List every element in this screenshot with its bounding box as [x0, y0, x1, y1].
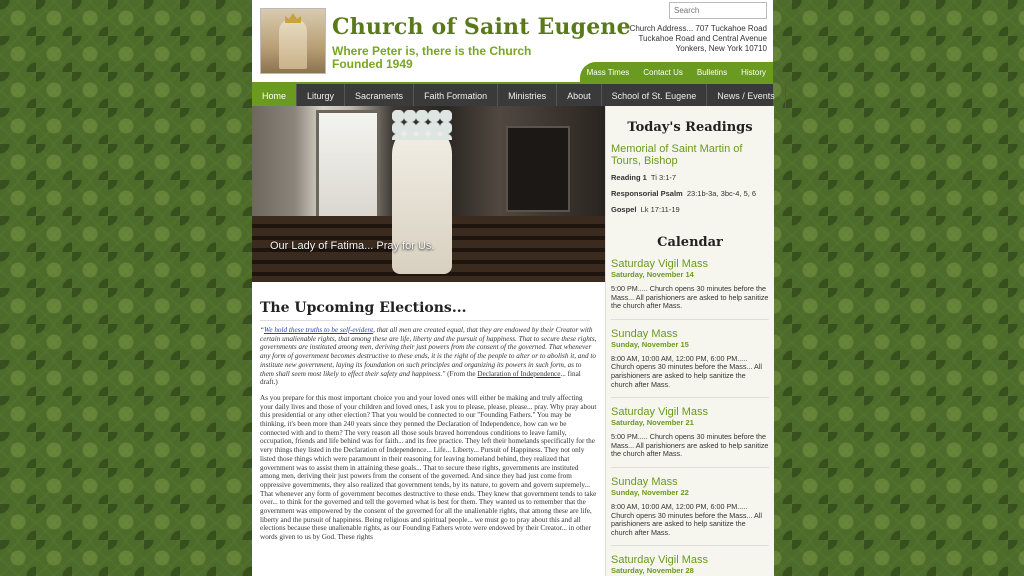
- reading-ref: 23:1b-3a, 3bc-4, 5, 6: [686, 189, 757, 198]
- reading-item[interactable]: [611, 173, 769, 182]
- post-quote: “We hold these truths to be self-evident, that all men are created equal, that they are endowed by their Creator with certain unalienable rights, that among these are life, liberty and the pursuit of happiness. That to secure these rights, governments are instituted among men, deriving their just powers from the consent of the governed. That whenever any form of government becomes destructive to these ends, it is the right of the people to alter or to abolish it, and to institute new government, laying its foundation on such principles and organizing its powers in such form, as to them shall seem most likely to effect their safety and happiness." (From the Declaration of Independence... final draft.): [260, 326, 597, 387]
- readings-title[interactable]: Memorial of Saint Martin of Tours, Bishop: [611, 143, 743, 167]
- nav-news-events[interactable]: News / Events: [707, 84, 786, 108]
- top-nav: [580, 62, 773, 82]
- nav-about[interactable]: About: [557, 84, 602, 108]
- quote-source-pre: (From the: [447, 369, 476, 378]
- reading-label: Gospel: [611, 205, 637, 214]
- address-line: Yonkers, New York 10710: [675, 44, 767, 53]
- post-paragraph: As you prepare for this most important choice you and your loved ones will either be making and truly affecting your daily lives and those of your children and loved ones, I ask you to please, please, please... pray. Why pray about this presidential or any other election? That you would be connected to our "Founding Fathers." You may be thinking, it's been more than 240 years since they penned the Declaration of Independence, how can we be connected with and to them? The very reason all those souls braved horrendous conditions to leave family, occupation, friends and life behind was for faith... and its free practice. They left their homelands specifically for the very things they listed in the Declaration of Independence... Life... Liberty... Pursuit of Happiness. They not only listed those things which were paramount in their reasoning for leaving homeland behind, they realized that government was to assist them in attaining these goals... That to secure these rights, governments are instituted among men, deriving their just powers from the consent of the governed. And since they had just come from oppressive governments, they also realized that government tends, by its nature, to govern and govern supremely... That whenever any form of government becomes destructive to these ends. They knew that government tends to take over... to think for the governed and tell the governed what is best for them. They wanted us to remember that the government was empowered by the consent of the governed for all the unalienable rights, that among these are life, liberty and the pursuit of happiness. Being religious and spiritual people... we must go to pray about this and all elections because these unalienable rights, as our Founding Fathers wrote were endowed by their Creator... in other words given to us by God. These rights: [260, 393, 597, 542]
- event-description: 8:00 AM, 10:00 AM, 12:00 PM, 6:00 PM..... Church opens 30 minutes before the Mass... All parishioners are asked to help sanitize the church after Mass.: [611, 501, 763, 537]
- calendar-event[interactable]: [611, 546, 769, 576]
- reading-ref: Lk 17:11-19: [640, 205, 680, 214]
- event-date: Saturday, November 14: [611, 270, 694, 279]
- event-title[interactable]: Saturday Vigil Mass: [611, 258, 709, 270]
- quote-link[interactable]: We hold these truths to be self-evident: [264, 326, 374, 334]
- topnav-bulletins[interactable]: Bulletins: [696, 67, 728, 77]
- topnav-contact-us[interactable]: Contact Us: [643, 67, 683, 77]
- topnav-mass-times[interactable]: Mass Times: [586, 67, 630, 77]
- address-line: Tuckahoe Road and Central Avenue: [638, 34, 767, 43]
- event-date: Sunday, November 22: [611, 487, 689, 497]
- post-body: [260, 326, 597, 549]
- event-date: Saturday, November 21: [611, 418, 694, 428]
- event-title[interactable]: Saturday Vigil Mass: [611, 406, 709, 419]
- nav-liturgy[interactable]: Liturgy: [297, 84, 345, 108]
- church-door: [506, 126, 570, 212]
- nav-ministries[interactable]: Ministries: [498, 84, 557, 108]
- church-address: [630, 24, 767, 54]
- calendar-event[interactable]: [611, 468, 769, 546]
- nav-sacraments[interactable]: Sacraments: [345, 84, 414, 108]
- calendar-event[interactable]: [611, 250, 769, 320]
- reading-ref: Ti 3:1-7: [650, 173, 677, 182]
- readings-heading: Today's Readings: [627, 120, 753, 135]
- flower-crown: [392, 110, 452, 140]
- reading-item[interactable]: [611, 205, 769, 214]
- crown-icon: [285, 13, 301, 23]
- search-input[interactable]: [669, 2, 767, 19]
- address-line: Church Address... 707 Tuckahoe Road: [629, 24, 767, 33]
- quote-text: , that all men are created equal, that they are endowed by their Creator with certain unalienable rights, that among these are life, liberty and the pursuit of happiness. That to secure these rights, governments are instituted among men, deriving their just powers from the consent of the governed. That whenever any form of government becomes destructive to these ends, it is the right of the people to alter or to abolish it, and to institute new government, laying its foundation on such principles and organizing its powers in such form, as to them shall seem most likely to effect their safety and happiness.": [260, 326, 597, 378]
- calendar-event[interactable]: [611, 398, 769, 468]
- reading-item[interactable]: [611, 189, 769, 198]
- main-content: [252, 282, 605, 576]
- post-title[interactable]: The Upcoming Elections...: [260, 300, 590, 321]
- statue-figure: [279, 19, 307, 69]
- site-title[interactable]: Church of Saint Eugene: [332, 14, 631, 40]
- sidebar: [605, 106, 774, 576]
- declaration-link[interactable]: Declaration of Independence: [477, 369, 561, 378]
- event-description: 8:00 AM, 10:00 AM, 12:00 PM, 6:00 PM..... Church opens 30 minutes before the Mass... All parishioners are asked to help sanitize the church after Mass.: [611, 353, 763, 389]
- calendar-heading: Calendar: [657, 235, 723, 250]
- calendar-event[interactable]: [611, 320, 769, 398]
- event-date: Sunday, November 15: [611, 339, 689, 349]
- hero-slideshow[interactable]: [252, 106, 605, 282]
- event-description: 5:00 PM..... Church opens 30 minutes before the Mass... All parishioners are asked to help sanitize the church after Mass.: [611, 432, 769, 459]
- reading-label: Reading 1: [611, 173, 647, 182]
- event-description: 5:00 PM..... Church opens 30 minutes before the Mass... All parishioners are asked to help sanitize the church after Mass.: [611, 284, 769, 311]
- nav-school[interactable]: School of St. Eugene: [602, 84, 708, 108]
- topnav-history[interactable]: History: [741, 67, 766, 77]
- event-title[interactable]: Sunday Mass: [611, 475, 678, 488]
- nav-faith-formation[interactable]: Faith Formation: [414, 84, 498, 108]
- event-date: Saturday, November 28: [611, 566, 694, 576]
- event-title[interactable]: Sunday Mass: [611, 327, 678, 340]
- saint-eugene-logo[interactable]: [260, 8, 326, 74]
- main-nav: [252, 82, 773, 108]
- event-title[interactable]: Saturday Vigil Mass: [611, 554, 709, 567]
- site-tagline: Where Peter is, there is the Church Founded 1949: [332, 44, 532, 71]
- reading-label: Responsorial Psalm: [611, 189, 683, 198]
- nav-home[interactable]: Home: [252, 84, 297, 108]
- quote-source-post: ... final draft.): [260, 369, 581, 387]
- hero-caption: Our Lady of Fatima... Pray for Us.: [270, 240, 435, 252]
- church-window: [316, 110, 380, 221]
